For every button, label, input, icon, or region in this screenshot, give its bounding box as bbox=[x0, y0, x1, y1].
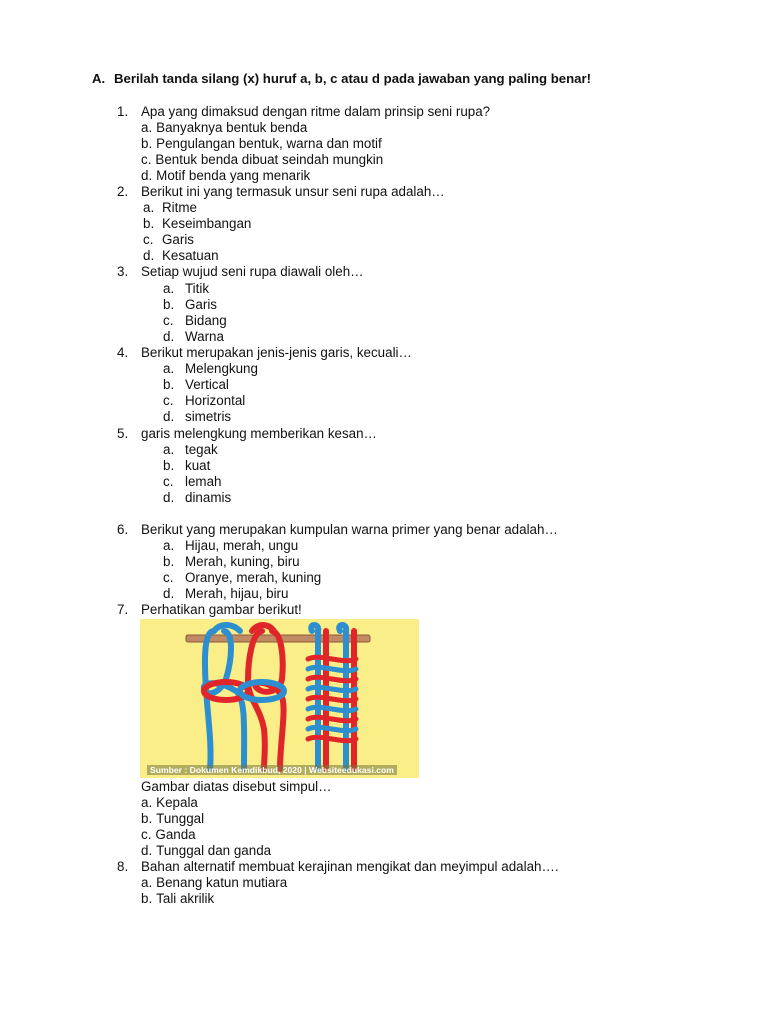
question-number: 3. bbox=[117, 264, 129, 279]
option-letter: d. bbox=[163, 409, 175, 424]
question-number: 8. bbox=[117, 859, 129, 874]
option-1c bbox=[141, 152, 383, 168]
question-number: 5. bbox=[117, 426, 129, 441]
question-text: Bahan alternatif membuat kerajinan mengikat dan meyimpul adalah…. bbox=[141, 859, 559, 874]
option-letter: c. bbox=[143, 232, 154, 247]
option-text: Banyaknya bentuk benda bbox=[156, 120, 308, 135]
option-text: tegak bbox=[185, 442, 218, 457]
question-6 bbox=[117, 522, 558, 538]
option-text: Merah, hijau, biru bbox=[185, 586, 289, 601]
option-7c bbox=[141, 827, 196, 843]
option-letter: d. bbox=[141, 843, 153, 858]
option-6a bbox=[163, 538, 298, 554]
option-letter: d. bbox=[141, 168, 153, 183]
question-5 bbox=[117, 426, 377, 442]
option-letter: b. bbox=[141, 811, 153, 826]
option-1a bbox=[141, 120, 307, 136]
option-text: Melengkung bbox=[185, 361, 258, 376]
question-text: Berikut ini yang termasuk unsur seni rupa adalah… bbox=[141, 184, 445, 199]
question-3 bbox=[117, 264, 364, 280]
option-text: Garis bbox=[185, 297, 217, 312]
option-8b bbox=[141, 891, 214, 907]
option-text: Tunggal dan ganda bbox=[156, 843, 272, 858]
option-letter: a. bbox=[163, 538, 175, 553]
option-2c bbox=[143, 232, 194, 248]
question-8 bbox=[117, 859, 559, 875]
question-text: Berikut yang merupakan kumpulan warna primer yang benar adalah… bbox=[141, 522, 558, 537]
option-letter: a. bbox=[163, 281, 175, 296]
option-letter: a. bbox=[141, 120, 153, 135]
option-letter: b. bbox=[163, 297, 175, 312]
option-letter: c. bbox=[141, 827, 152, 842]
subtext: Gambar diatas disebut simpul… bbox=[141, 779, 332, 794]
option-5d bbox=[163, 490, 231, 506]
option-text: Vertical bbox=[185, 377, 229, 392]
question-text: Berikut merupakan jenis-jenis garis, kecuali… bbox=[141, 345, 412, 360]
option-letter: c. bbox=[163, 570, 174, 585]
option-3a bbox=[163, 281, 209, 297]
option-text: Pengulangan bentuk, warna dan motif bbox=[156, 136, 382, 151]
question-1 bbox=[117, 104, 490, 120]
option-letter: b. bbox=[141, 136, 153, 151]
option-text: Kesatuan bbox=[162, 248, 219, 263]
option-text: dinamis bbox=[185, 490, 232, 505]
question-number: 1. bbox=[117, 104, 129, 119]
option-5a bbox=[163, 442, 218, 458]
option-letter: b. bbox=[163, 377, 175, 392]
option-4c bbox=[163, 393, 245, 409]
option-letter: c. bbox=[163, 393, 174, 408]
option-4a bbox=[163, 361, 258, 377]
question-number: 2. bbox=[117, 184, 129, 199]
option-text: Hijau, merah, ungu bbox=[185, 538, 299, 553]
question-text: Setiap wujud seni rupa diawali oleh… bbox=[141, 264, 364, 279]
option-text: Ritme bbox=[162, 200, 197, 215]
option-text: Oranye, merah, kuning bbox=[185, 570, 322, 585]
question-7-subtext bbox=[141, 779, 332, 795]
option-text: Titik bbox=[185, 281, 210, 296]
question-4 bbox=[117, 345, 412, 361]
option-7b bbox=[141, 811, 204, 827]
option-letter: b. bbox=[141, 891, 153, 906]
option-text: Merah, kuning, biru bbox=[185, 554, 300, 569]
option-letter: b. bbox=[163, 554, 175, 569]
option-letter: c. bbox=[163, 474, 174, 489]
option-5c bbox=[163, 474, 221, 490]
option-text: Horizontal bbox=[185, 393, 246, 408]
option-5b bbox=[163, 458, 210, 474]
left-knot-group bbox=[204, 625, 284, 769]
option-text: Kepala bbox=[156, 795, 198, 810]
option-text: Motif benda yang menarik bbox=[156, 168, 311, 183]
option-6d bbox=[163, 586, 288, 602]
option-text: Bentuk benda dibuat seindah mungkin bbox=[155, 152, 384, 167]
option-text: Tunggal bbox=[156, 811, 205, 826]
option-letter: a. bbox=[141, 875, 153, 890]
option-letter: a. bbox=[163, 442, 175, 457]
option-text: Ganda bbox=[155, 827, 196, 842]
question-text: Apa yang dimaksud dengan ritme dalam prinsip seni rupa? bbox=[141, 104, 491, 119]
option-text: kuat bbox=[185, 458, 211, 473]
option-letter: d. bbox=[163, 329, 175, 344]
option-6b bbox=[163, 554, 300, 570]
option-text: Keseimbangan bbox=[162, 216, 252, 231]
option-letter: c. bbox=[163, 313, 174, 328]
option-letter: a. bbox=[143, 200, 155, 215]
option-text: Warna bbox=[185, 329, 224, 344]
option-1b bbox=[141, 136, 382, 152]
section-letter: A. bbox=[92, 71, 106, 86]
option-text: Bidang bbox=[185, 313, 227, 328]
section-instruction: Berilah tanda silang (x) huruf a, b, c atau d pada jawaban yang paling benar! bbox=[114, 71, 592, 86]
question-7 bbox=[117, 602, 302, 618]
right-knot-group bbox=[308, 625, 356, 769]
option-letter: b. bbox=[143, 216, 155, 231]
option-1d bbox=[141, 168, 310, 184]
question-number: 6. bbox=[117, 522, 129, 537]
question-2 bbox=[117, 184, 445, 200]
option-letter: a. bbox=[141, 795, 153, 810]
option-4d bbox=[163, 409, 231, 425]
option-letter: d. bbox=[163, 586, 175, 601]
section-heading bbox=[92, 71, 591, 86]
option-text: Garis bbox=[162, 232, 194, 247]
option-2a bbox=[143, 200, 197, 216]
knot-illustration bbox=[140, 619, 419, 778]
question-text: Perhatikan gambar berikut! bbox=[141, 602, 302, 617]
option-letter: a. bbox=[163, 361, 175, 376]
option-8a bbox=[141, 875, 287, 891]
option-3c bbox=[163, 313, 227, 329]
option-text: simetris bbox=[185, 409, 232, 424]
question-number: 7. bbox=[117, 602, 129, 617]
option-letter: b. bbox=[163, 458, 175, 473]
option-6c bbox=[163, 570, 321, 586]
option-text: lemah bbox=[185, 474, 222, 489]
option-3b bbox=[163, 297, 217, 313]
option-letter: d. bbox=[143, 248, 155, 263]
option-2b bbox=[143, 216, 251, 232]
option-letter: c. bbox=[141, 152, 152, 167]
option-text: Tali akrilik bbox=[156, 891, 215, 906]
option-3d bbox=[163, 329, 224, 345]
option-letter: d. bbox=[163, 490, 175, 505]
option-7d bbox=[141, 843, 271, 859]
question-number: 4. bbox=[117, 345, 129, 360]
option-2d bbox=[143, 248, 219, 264]
figure-caption: Sumber : Dokumen Kemdikbud, 2020 | Websiteedukasi.com bbox=[147, 765, 397, 775]
option-text: Benang katun mutiara bbox=[156, 875, 288, 890]
option-4b bbox=[163, 377, 229, 393]
option-7a bbox=[141, 795, 198, 811]
question-text: garis melengkung memberikan kesan… bbox=[141, 426, 377, 441]
macrame-knot-image bbox=[140, 619, 419, 778]
